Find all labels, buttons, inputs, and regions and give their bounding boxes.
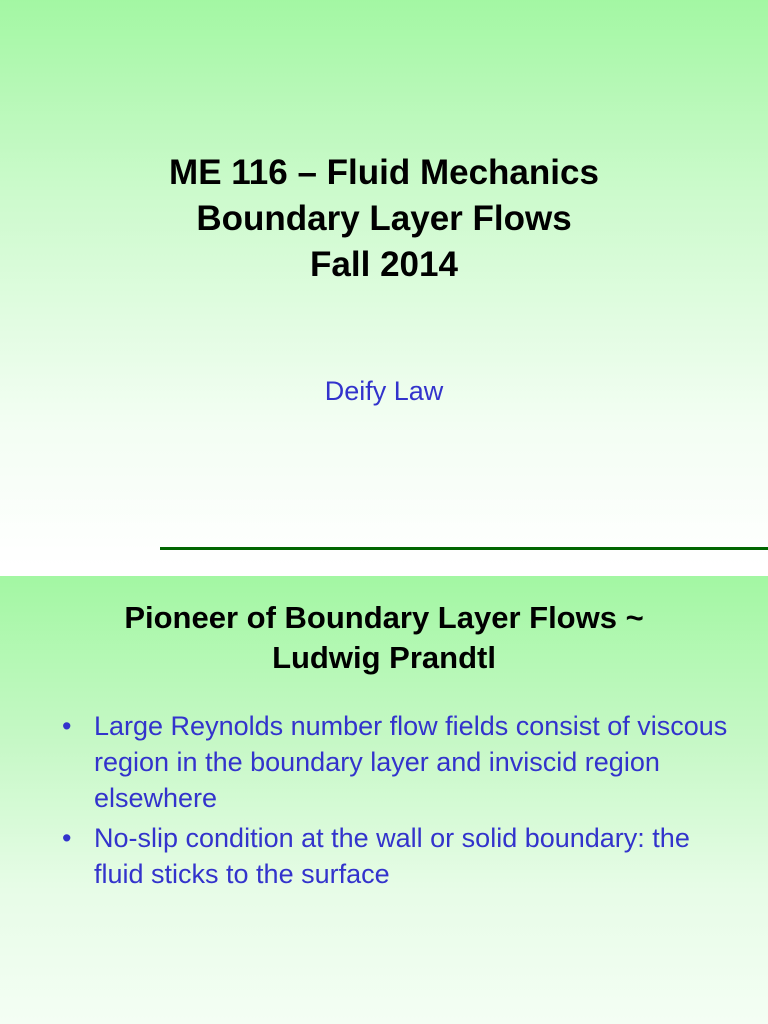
divider-line (160, 547, 768, 550)
content-slide (0, 576, 768, 1024)
bullet-dot-icon: • (62, 823, 72, 853)
title-line-topic: Boundary Layer Flows (196, 199, 572, 238)
heading-line-1: Pioneer of Boundary Layer Flows ~ (124, 600, 644, 635)
bullet-text: Large Reynolds number flow fields consist of viscous region in the boundary layer and inviscid region elsewhere (94, 711, 728, 813)
bullet-item (62, 820, 742, 892)
title-line-term: Fall 2014 (310, 245, 458, 284)
bullet-list (62, 708, 742, 896)
bullet-dot-icon: • (62, 711, 72, 741)
author-name: Deify Law (324, 376, 444, 406)
title-line-course: ME 116 – Fluid Mechanics (169, 153, 599, 192)
slide-heading (0, 598, 768, 678)
slide-title (0, 150, 768, 288)
bullet-item (62, 708, 742, 816)
bullet-text: No-slip condition at the wall or solid boundary: the fluid sticks to the surface (94, 823, 690, 889)
heading-line-2: Ludwig Prandtl (272, 640, 496, 675)
